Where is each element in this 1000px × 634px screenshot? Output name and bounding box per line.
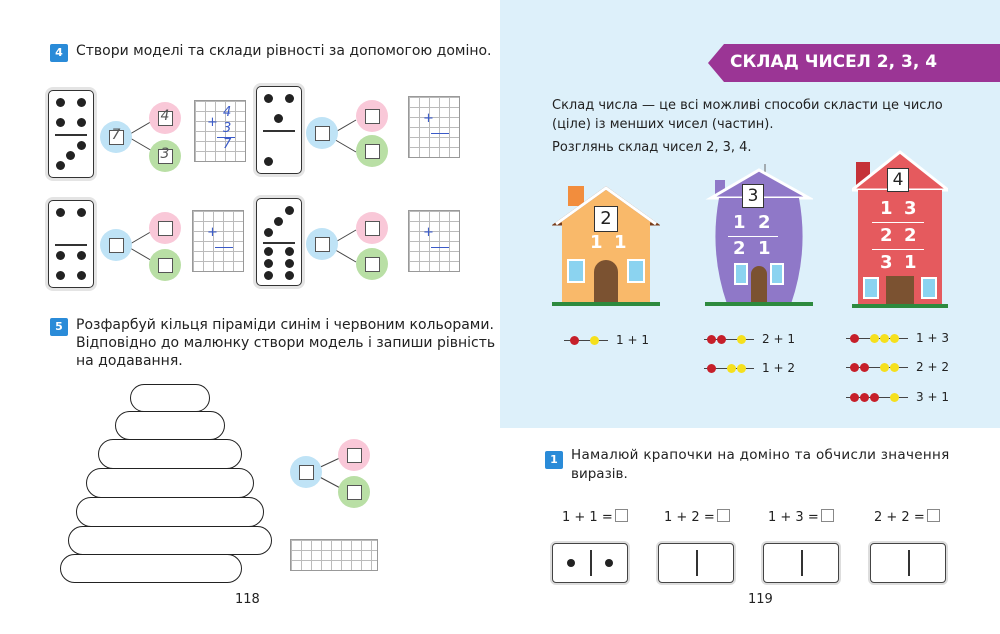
house-2-row-left: 1 — [590, 232, 603, 253]
bead-red — [850, 363, 859, 372]
house-2 — [552, 180, 660, 308]
domino-draw-2[interactable] — [658, 543, 734, 583]
model-whole-circle[interactable] — [100, 229, 132, 261]
domino-draw-3[interactable] — [763, 543, 839, 583]
domino-draw-1[interactable] — [552, 543, 628, 583]
house-3-divider — [728, 236, 778, 237]
bead-red — [850, 334, 859, 343]
plus-sign: + — [207, 115, 218, 130]
equation-grid[interactable] — [192, 210, 244, 272]
house-3-row1-left: 1 — [733, 212, 746, 233]
bead-red — [860, 363, 869, 372]
handwritten-digit: 3 — [223, 121, 232, 136]
model-part-circle[interactable] — [149, 140, 181, 172]
model-part-circle[interactable] — [356, 248, 388, 280]
bead-yellow — [737, 335, 746, 344]
domino-3-1 — [256, 86, 302, 174]
house-3-row2-left: 2 — [733, 238, 746, 259]
house-4-row1-right: 3 — [904, 198, 917, 219]
handwritten-digit: 7 — [223, 137, 232, 152]
handwritten-digit: 3 — [160, 146, 170, 162]
bead-red — [707, 335, 716, 344]
bead-label: 2 + 2 — [916, 360, 949, 374]
bead-yellow — [880, 363, 889, 372]
model-part-circle[interactable] — [356, 212, 388, 244]
handwritten-digit: 4 — [160, 108, 170, 124]
pyramid-ring-1[interactable] — [130, 384, 210, 412]
bead-red — [717, 335, 726, 344]
bead-red — [707, 364, 716, 373]
bead-red — [860, 393, 869, 402]
model-whole-circle[interactable] — [306, 228, 338, 260]
house-3-row1-right: 2 — [758, 212, 771, 233]
plus-sign: + — [423, 225, 434, 240]
house-4-row3-left: 3 — [880, 252, 893, 273]
task5-number: 5 — [50, 318, 68, 336]
page-number-left: 118 — [235, 592, 260, 607]
section-title: СКЛАД ЧИСЕЛ 2, 3, 4 — [730, 52, 938, 72]
model-part-circle[interactable] — [356, 135, 388, 167]
bead-yellow — [727, 364, 736, 373]
task1-line2: виразів. — [571, 466, 628, 482]
handwritten-digit: 4 — [223, 105, 232, 120]
task5-line1: Розфарбуй кільця піраміди синім і червоним кольорами. — [76, 317, 494, 333]
domino-draw-4[interactable] — [870, 543, 946, 583]
house-4-number: 4 — [887, 168, 909, 192]
bead-yellow — [890, 363, 899, 372]
domino-3-6 — [256, 198, 302, 286]
bead-label: 2 + 1 — [762, 332, 795, 346]
equation-grid[interactable] — [408, 96, 460, 158]
pyramid-ring-3[interactable] — [98, 439, 242, 469]
house-4-row1-left: 1 — [880, 198, 893, 219]
model-part-circle[interactable] — [149, 249, 181, 281]
definition-line1: Склад числа — це всі можливі способи скласти це число — [552, 98, 943, 113]
answer-box[interactable] — [821, 509, 834, 522]
pyramid-ring-7[interactable] — [60, 554, 242, 583]
house-4-divider-1 — [872, 222, 924, 223]
model-part-circle[interactable] — [356, 100, 388, 132]
model-part-circle[interactable] — [338, 476, 370, 508]
equation-grid[interactable] — [194, 100, 246, 162]
bead-red — [870, 393, 879, 402]
pyramid-ring-4[interactable] — [86, 468, 254, 498]
bead-yellow — [890, 334, 899, 343]
model-whole-circle[interactable] — [306, 117, 338, 149]
expression-4: 2 + 2 = — [874, 509, 940, 525]
expression-3: 1 + 3 = — [768, 509, 834, 525]
task1-number: 1 — [545, 451, 563, 469]
look-text: Розглянь склад чисел 2, 3, 4. — [552, 140, 752, 155]
answer-box[interactable] — [927, 509, 940, 522]
plus-sign: + — [207, 225, 218, 240]
bead-yellow — [870, 334, 879, 343]
bead-label: 1 + 1 — [616, 333, 649, 347]
expression-2: 1 + 2 = — [664, 509, 730, 525]
pyramid-ring-2[interactable] — [115, 411, 225, 440]
domino-2-4 — [48, 200, 94, 288]
handwritten-digit: 7 — [111, 127, 121, 143]
expression-1: 1 + 1 = — [562, 509, 628, 525]
house-4-divider-2 — [872, 249, 924, 250]
house-2-row-right: 1 — [614, 232, 627, 253]
pyramid-ring-6[interactable] — [68, 526, 272, 555]
model-part-circle[interactable] — [149, 212, 181, 244]
definition-line2: (ціле) із менших чисел (частин). — [552, 117, 774, 132]
task1-line1: Намалюй крапочки на доміно та обчисли значення — [571, 447, 950, 463]
model-part-circle[interactable] — [149, 102, 181, 134]
plus-sign: + — [423, 111, 434, 126]
house-3-row2-right: 1 — [758, 238, 771, 259]
task5-line3: на додавання. — [76, 353, 183, 369]
house-2-number: 2 — [594, 206, 618, 232]
bead-red — [570, 336, 579, 345]
answer-box[interactable] — [717, 509, 730, 522]
task5-line2: Відповідно до малюнку створи модель і запиши рівність — [76, 335, 496, 351]
house-3-number: 3 — [742, 184, 764, 208]
bead-label: 1 + 3 — [916, 331, 949, 345]
equation-grid[interactable] — [408, 210, 460, 272]
model-whole-circle[interactable] — [100, 121, 132, 153]
bead-label: 3 + 1 — [916, 390, 949, 404]
bead-label: 1 + 2 — [762, 361, 795, 375]
house-4-row2-left: 2 — [880, 225, 893, 246]
bead-red — [850, 393, 859, 402]
equation-grid[interactable] — [290, 539, 378, 571]
house-4-row2-right: 2 — [904, 225, 917, 246]
bead-yellow — [590, 336, 599, 345]
domino-4-3 — [48, 90, 94, 178]
task4-number: 4 — [50, 44, 68, 62]
pyramid-ring-5[interactable] — [76, 497, 264, 527]
bead-yellow — [880, 334, 889, 343]
page-number-right: 119 — [748, 592, 773, 607]
task4-text: Створи моделі та склади рівності за допомогою доміно. — [76, 43, 492, 59]
model-part-circle[interactable] — [338, 439, 370, 471]
bead-yellow — [737, 364, 746, 373]
answer-box[interactable] — [615, 509, 628, 522]
model-whole-circle[interactable] — [290, 456, 322, 488]
bead-yellow — [890, 393, 899, 402]
house-4-row3-right: 1 — [904, 252, 917, 273]
